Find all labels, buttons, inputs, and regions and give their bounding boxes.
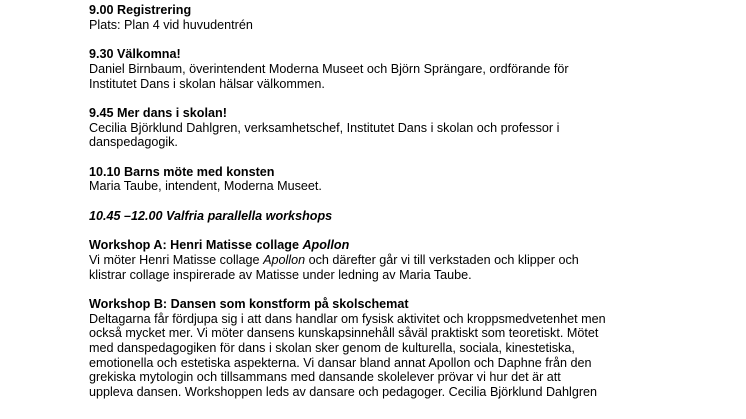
- program-item-children-art: [89, 165, 709, 194]
- workshop-b-text: emotionella och estetiska aspekterna. Vi dansar bland annat Apollon och Daphne från den: [89, 355, 592, 370]
- workshops-section: [89, 209, 709, 224]
- item-text: Plats: Plan 4 vid huvudentrén: [89, 17, 253, 32]
- item-text: Maria Taube, intendent, Moderna Museet.: [89, 179, 322, 194]
- workshop-b-text: grekiska mytologin och tillsammans med dansande skolelever prövar vi hur det är att: [89, 370, 561, 385]
- workshop-b-text: Deltagarna får fördjupa sig i att dans handlar om fysisk aktivitet och kroppsmedvetenhet men: [89, 311, 606, 326]
- workshop-b: [89, 297, 709, 400]
- workshop-a-text: [89, 253, 709, 268]
- item-text: Daniel Birnbaum, överintendent Moderna Museet och Björn Sprängare, ordförande för: [89, 61, 569, 76]
- item-text: danspedagogik.: [89, 135, 178, 150]
- workshop-a-title-text: Workshop A: Henri Matisse collage: [89, 238, 303, 253]
- item-text: Cecilia Björklund Dahlgren, verksamhetschef, Institutet Dans i skolan och professor i: [89, 120, 560, 135]
- item-title: 9.45 Mer dans i skolan!: [89, 105, 227, 120]
- workshop-a-text-artwork: Apollon: [263, 252, 306, 267]
- workshop-b-text: också mycket mer. Vi möter dansens kunskapsinnehåll såväl praktiskt som teoretiskt. Mötet: [89, 326, 599, 341]
- workshop-b-title: Workshop B: Dansen som konstform på skolschemat: [89, 296, 409, 311]
- item-title: 10.10 Barns möte med konsten: [89, 164, 275, 179]
- item-title: 9.00 Registrering: [89, 3, 192, 17]
- workshop-a-text-start: Vi möter Henri Matisse collage: [89, 252, 264, 267]
- workshop-a-text: klistrar collage inspirerade av Matisse under ledning av Maria Taube.: [89, 267, 472, 282]
- program-item-registration: [89, 3, 709, 32]
- workshop-a-title: [89, 238, 709, 253]
- workshop-a: [89, 238, 709, 282]
- workshop-a-title-artwork: Apollon: [302, 238, 350, 253]
- workshop-a-text-end: och därefter går vi till verkstaden och klipper och: [305, 252, 579, 267]
- program-document: [89, 3, 709, 415]
- workshop-b-text: uppleva dansen. Workshoppen leds av dansare och pedagoger. Cecilia Björklund Dahlgren: [89, 385, 598, 400]
- workshops-heading: 10.45 –12.00 Valfria parallella workshops: [89, 208, 333, 223]
- workshop-b-text: med danspedagogiken för dans i skolan sker genom de kulturella, sociala, kinestetiska,: [89, 341, 575, 356]
- item-title: 9.30 Välkomna!: [89, 47, 181, 62]
- program-item-welcome: [89, 47, 709, 91]
- program-item-more-dance: [89, 106, 709, 150]
- item-text: Institutet Dans i skolan hälsar välkommen.: [89, 76, 325, 91]
